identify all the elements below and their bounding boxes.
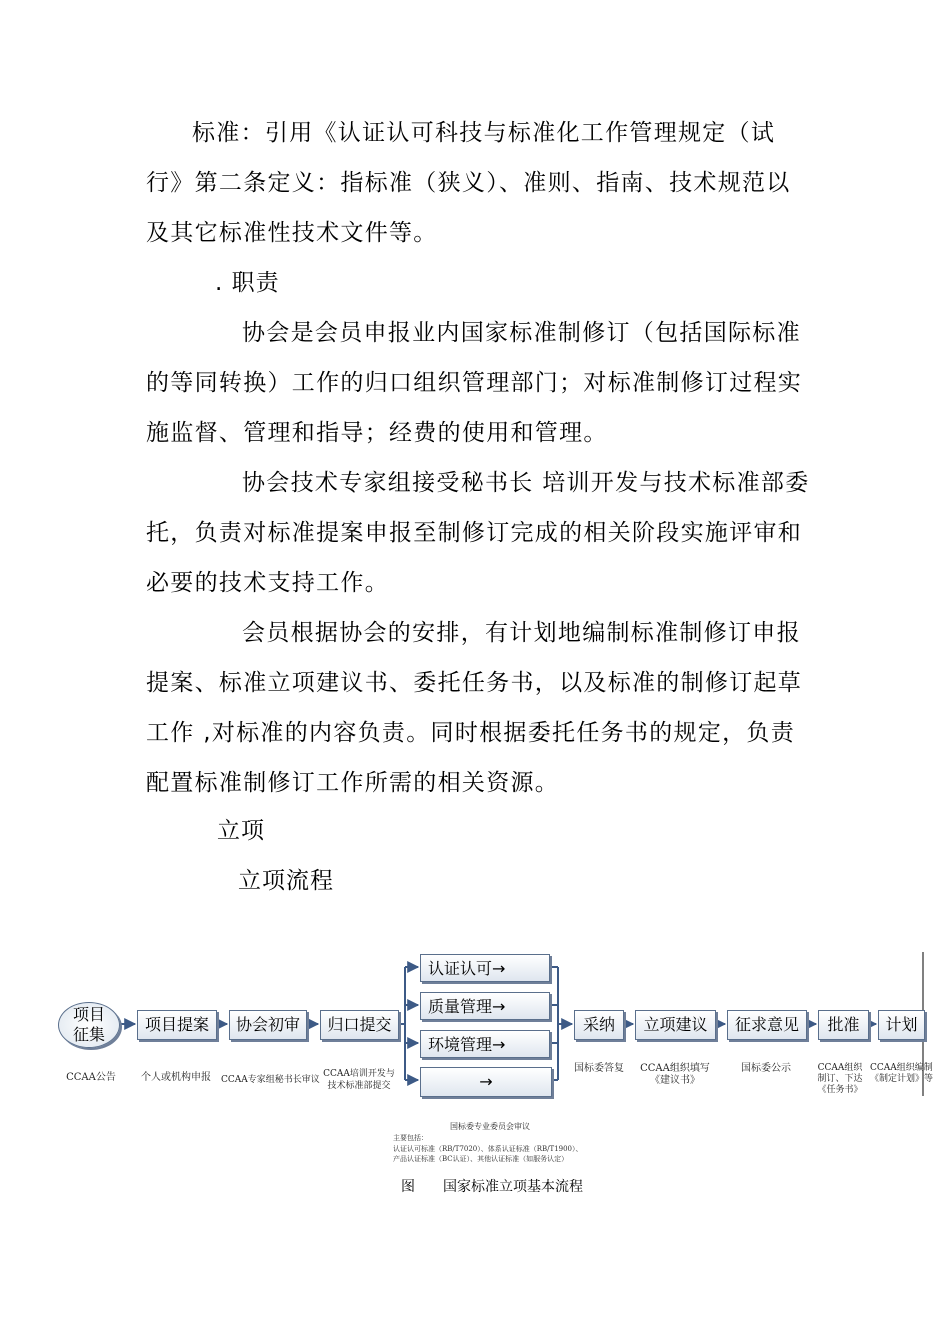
flow-branch-certification: 认证认可→ bbox=[420, 954, 550, 982]
note-line-1: 认证认可标准（RB/T7020）、体系认证标准（RB/T1900）、 bbox=[393, 1145, 583, 1153]
figure-caption bbox=[401, 1177, 583, 1197]
flow-step-review: 协会初审 bbox=[229, 1010, 307, 1040]
flow-step-submit: 归口提交 bbox=[320, 1010, 399, 1040]
heading-duty: . 职责 bbox=[215, 270, 280, 296]
caption-suggestion: CCAA组织填写 《建议书》 bbox=[640, 1063, 710, 1086]
paragraph-duty-1: 协会是会员申报业内国家标准制修订（包括国际标准的等同转换）工作的归口组织管理部门；对标准制修订过程实施监督、管理和指导；经费的使用和管理。 bbox=[146, 320, 803, 446]
flow-branch-other: → bbox=[420, 1067, 552, 1097]
note-line-2: 产品认证标准（BC认证）、其他认证标准（如服务认定） bbox=[393, 1155, 569, 1163]
caption-submit: CCAA培训开发与 技术标准部提交 bbox=[323, 1069, 395, 1091]
caption-adopt: 国标委答复 bbox=[574, 1063, 624, 1074]
paragraph-standard: 标准：引用《认证认可科技与标准化工作管理规定（试行》第二条定义：指标准（狭义）、准则、指南、技术规范以及其它标准性技术文件等。 bbox=[146, 120, 791, 246]
flow-step-proposal: 项目提案 bbox=[137, 1010, 217, 1040]
caption-plan: CCAA组织编制 《制定计划》等 bbox=[870, 1063, 934, 1084]
heading-lixiang: 立项 bbox=[217, 818, 265, 844]
caption-review: CCAA专家组秘书长审议 bbox=[221, 1075, 320, 1085]
caption-approve: CCAA组织 制订、下达 《任务书》 bbox=[817, 1063, 863, 1095]
caption-start: CCAA公告 bbox=[66, 1072, 116, 1083]
note-main: 主要包括： bbox=[393, 1134, 428, 1142]
figure-title: 国家标准立项基本流程 bbox=[443, 1179, 583, 1195]
flow-step-approve: 批准 bbox=[818, 1010, 869, 1040]
flow-start-node: 项目 征集 bbox=[58, 1002, 120, 1048]
flow-step-suggestion: 立项建议 bbox=[635, 1010, 716, 1040]
figure-number: 图 bbox=[401, 1179, 415, 1195]
flow-branch-environment: 环境管理→ bbox=[420, 1030, 550, 1058]
flow-step-opinion: 征求意见 bbox=[727, 1010, 807, 1040]
flow-branch-quality: 质量管理→ bbox=[420, 992, 550, 1020]
paragraph-duty-2: 协会技术专家组接受秘书长 培训开发与技术标准部委托，负责对标准提案申报至制修订完成的相关阶段实施评审和必要的技术支持工作。 bbox=[146, 470, 810, 596]
note-title: 国标委专业委员会审议 bbox=[450, 1122, 530, 1131]
paragraph-duty-3: 会员根据协会的安排，有计划地编制标准制修订申报提案、标准立项建议书、委托任务书，以及标准的制修订起草工作 ,对标准的内容负责。同时根据委托任务书的规定，负责配置标准制修订工作所需的相关资源。 bbox=[146, 620, 803, 796]
heading-lixiang-flow: 立项流程 bbox=[238, 868, 334, 894]
flow-step-adopt: 采纳 bbox=[574, 1010, 624, 1040]
flow-diagram bbox=[55, 950, 935, 1130]
caption-proposal: 个人或机构申报 bbox=[141, 1072, 211, 1083]
caption-opinion: 国标委公示 bbox=[741, 1063, 791, 1074]
flow-step-plan: 计划 bbox=[878, 1010, 925, 1040]
